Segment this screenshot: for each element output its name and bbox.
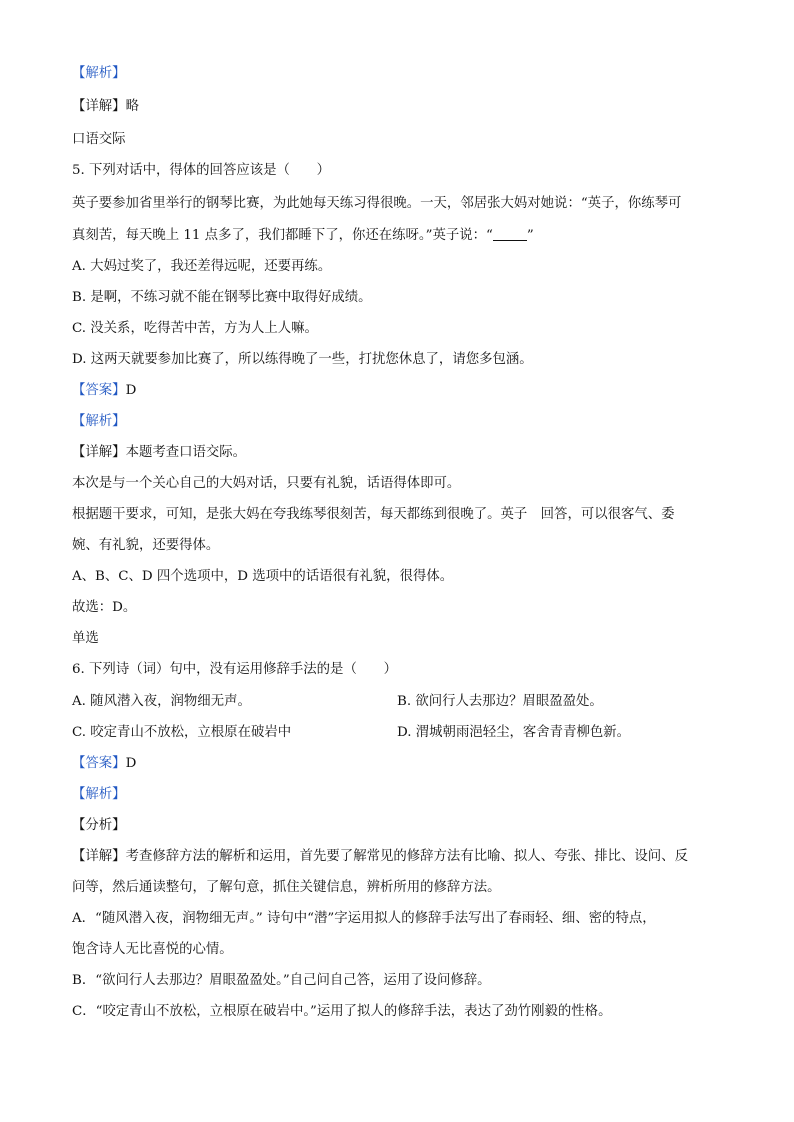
q5-conclusion: 故选：D。 <box>72 600 137 615</box>
q5-explanation-4: A、B、C、D 四个选项中，D 选项中的话语很有礼貌，很得体。 <box>72 569 454 584</box>
q6-explanation-5: B．“欲问行人去那边？眉眼盈盈处。”自己问自己答，运用了设问修辞。 <box>72 973 491 988</box>
q6-explanation-6: C．“咬定青山不放松，立根原在破岩中。”运用了拟人的修辞手法，表达了劲竹刚毅的性格。 <box>72 1004 612 1019</box>
detail-label: 【详解】 <box>72 445 126 460</box>
section-heading: 单选 <box>72 631 99 646</box>
analysis-tag: 【解析】 <box>72 66 126 81</box>
q6-explanation-4: 饱含诗人无比喜悦的心情。 <box>72 942 233 957</box>
answer-tag: 【答案】 <box>72 383 126 398</box>
section-heading: 口语交际 <box>72 132 126 147</box>
q5-option-c: C. 没关系，吃得苦中苦，方为人上人嘛。 <box>72 321 318 336</box>
q5-explanation-1: 本次是与一个关心自己的大妈对话，只要有礼貌，话语得体即可。 <box>72 476 461 491</box>
q6-option-c: C. 咬定青山不放松，立根原在破岩中 <box>72 725 292 740</box>
answer-blank <box>493 226 527 241</box>
analysis-tag: 【解析】 <box>72 787 126 802</box>
q5-context-line-1: 英子要参加省里举行的钢琴比赛，为此她每天练习得很晚。一天，邻居张大妈对她说：“英子，你练琴可 <box>72 196 682 211</box>
q6-answer-line <box>72 754 136 774</box>
q5-context-text: 真刻苦，每天晚上 11 点多了，我们都睡下了，你还在练呀。”英子说：“ <box>72 228 493 243</box>
q5-explanation-2: 根据题干要求，可知，是张大妈在夸我练琴很刻苦，每天都练到很晚了。英子 回答，可以很客气、委 <box>72 507 675 522</box>
q5-option-b: B. 是啊，不练习就不能在钢琴比赛中取得好成绩。 <box>72 290 372 305</box>
q5-detail-line <box>72 443 246 463</box>
detail-label: 【详解】 <box>72 849 126 864</box>
q5-context-close-quote: ” <box>526 228 534 243</box>
q5-context-line-2 <box>72 226 534 246</box>
detail-line <box>72 97 139 117</box>
q6-explanation-3: A．“随风潜入夜，润物细无声。” 诗句中“潜”字运用拟人的修辞手法写出了春雨轻、细、密的特点， <box>72 911 656 926</box>
answer-value: D <box>125 383 137 398</box>
q6-option-b: B. 欲问行人去那边？眉眼盈盈处。 <box>397 694 603 709</box>
q6-stem: 6. 下列诗（词）句中，没有运用修辞手法的是（ ） <box>72 662 398 677</box>
detail-label: 【详解】 <box>72 99 126 114</box>
detail-text: 略 <box>125 99 139 114</box>
detail-text: 本题考查口语交际。 <box>125 445 247 460</box>
q6-option-d: D. 渭城朝雨浥轻尘，客舍青青柳色新。 <box>397 725 631 740</box>
answer-tag: 【答案】 <box>72 756 126 771</box>
q6-detail-line <box>72 847 688 867</box>
q5-answer-line <box>72 381 136 401</box>
q6-option-a: A. 随风潜入夜，润物细无声。 <box>72 694 251 709</box>
q5-option-a: A. 大妈过奖了，我还差得远呢，还要再练。 <box>72 259 332 274</box>
q5-explanation-3: 婉、有礼貌，还要得体。 <box>72 538 220 553</box>
analysis-subtag: 【分析】 <box>72 818 126 833</box>
analysis-tag: 【解析】 <box>72 414 126 429</box>
q5-stem: 5. 下列对话中，得体的回答应该是（ ） <box>72 163 331 178</box>
q5-option-d: D. 这两天就要参加比赛了，所以练得晚了一些，打扰您休息了，请您多包涵。 <box>72 352 533 367</box>
q6-explanation-2: 问等，然后通读整句，了解句意，抓住关键信息，辨析所用的修辞方法。 <box>72 880 501 895</box>
answer-value: D <box>125 756 137 771</box>
detail-text: 考查修辞方法的解析和运用，首先要了解常见的修辞方法有比喻、拟人、夸张、排比、设问、反 <box>125 849 688 864</box>
